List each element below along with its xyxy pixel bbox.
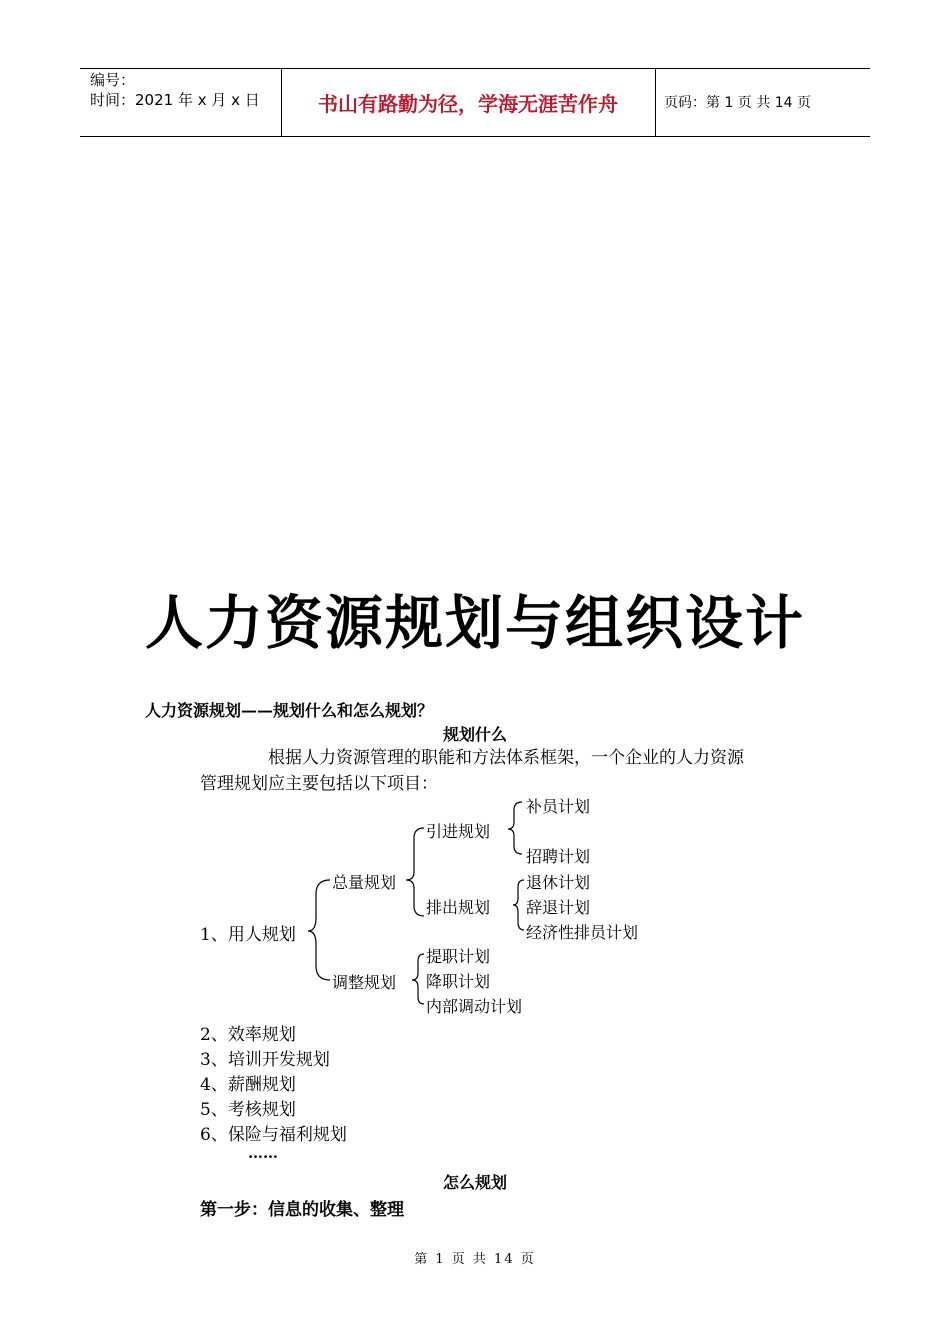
diagram-dismiss: 辞退计划 [526,898,591,917]
subheading-what: 规划什么 [442,725,507,744]
diagram-root: 1、用人规划 [200,925,296,945]
list-item: 5、考核规划 [200,1100,296,1120]
diagram-promote: 提职计划 [426,947,491,966]
adjust-bracket [412,954,424,1004]
header-motto: 书山有路勤为径，学海无涯苦作舟 [318,92,618,116]
paragraph-line-2: 管理规划应主要包括以下项目： [200,774,438,794]
diagram-adjust: 调整规划 [332,973,397,992]
step-one: 第一步：信息的收集、整理 [200,1200,404,1220]
diagram-supplement: 补员计划 [526,797,591,816]
list-item: 6、保险与福利规划 [200,1125,347,1145]
diagram-demote: 降职计划 [426,972,491,991]
root-bracket [308,880,330,980]
page-footer: 第 1 页 共 14 页 [414,1252,536,1267]
section-heading: 人力资源规划——规划什么和怎么规划？ [145,701,434,720]
header-page-info: 页码：第 1 页 共 14 页 [664,95,811,111]
header-time: 时间：2021 年 x 月 x 日 [90,91,260,109]
diagram-discharge: 排出规划 [426,898,491,917]
diagram-introduce: 引进规划 [426,822,491,841]
total-bracket [406,828,424,916]
document-title: 人力资源规划与组织设计 [144,589,805,657]
paragraph-line-1: 根据人力资源管理的职能和方法体系框架，一个企业的人力资源 [268,748,744,768]
list-item: 3、培训开发规划 [200,1050,330,1070]
diagram-internal-transfer: 内部调动计划 [426,997,523,1016]
list-ellipsis: …… [248,1144,278,1162]
header-number: 编号： [90,71,136,89]
list-item: 4、薪酬规划 [200,1075,296,1095]
discharge-bracket [513,880,524,930]
diagram-economic-layoff: 经济性排员计划 [526,923,639,942]
diagram-recruit: 招聘计划 [526,847,591,866]
diagram-retire: 退休计划 [526,873,591,892]
list-item: 2、效率规划 [200,1025,296,1045]
diagram-total: 总量规划 [332,873,397,892]
subheading-how: 怎么规划 [442,1173,507,1192]
introduce-bracket [508,802,522,854]
